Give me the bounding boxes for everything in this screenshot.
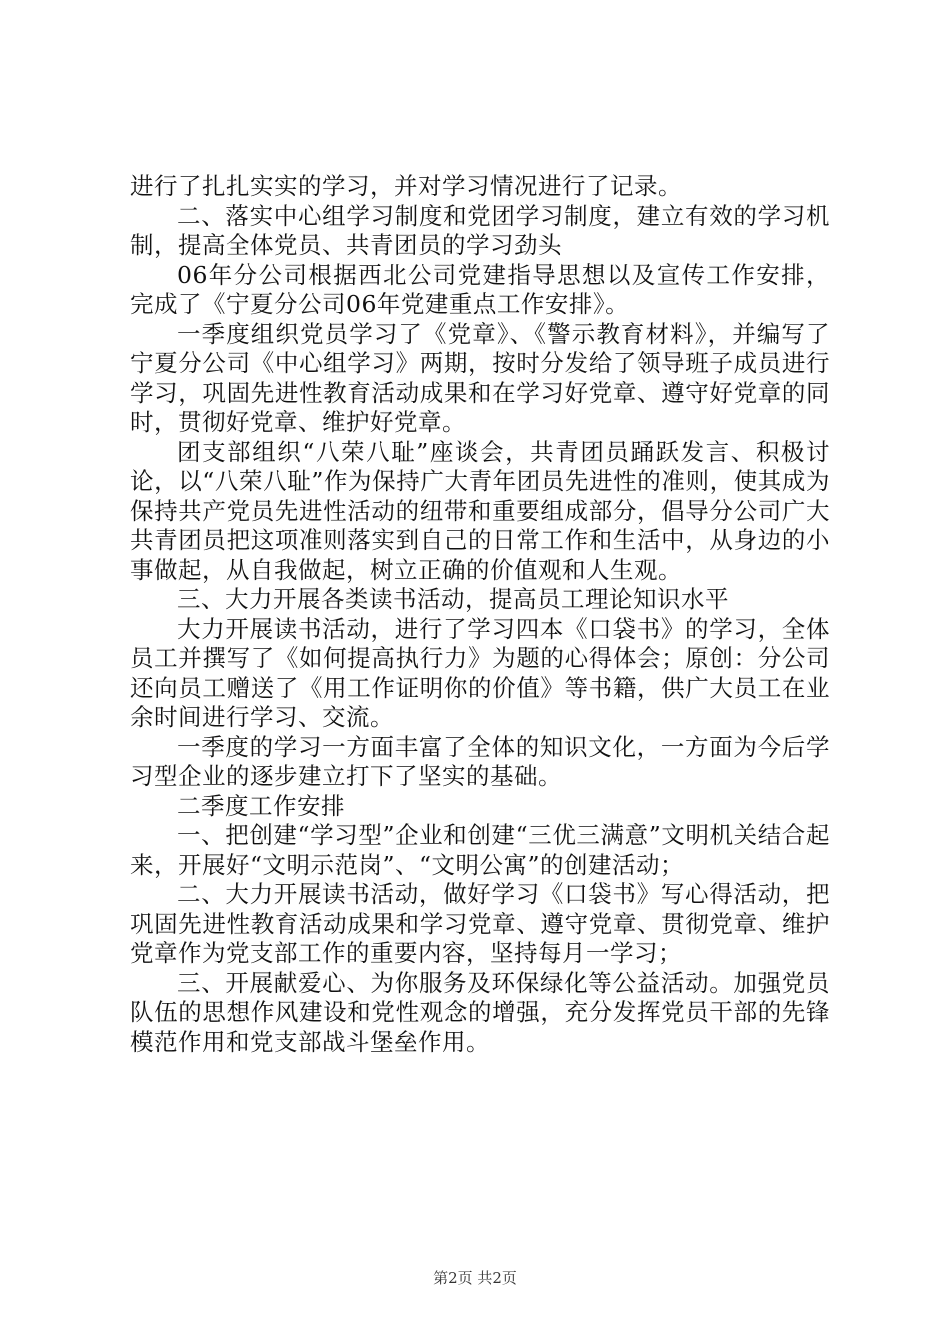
document-body xyxy=(130,172,830,1057)
list-item: 三、开展献爱心、为你服务及环保绿化等公益活动。加强党员队伍的思想作风建设和党性观念的增强，充分发挥党员干部的先锋模范作用和党支部战斗堡垒作用。 xyxy=(130,968,830,1056)
paragraph: 大力开展读书活动，进行了学习四本《口袋书》的学习，全体员工并撰写了《如何提高执行力》为题的心得体会；原创：分公司还向员工赠送了《用工作证明你的价值》等书籍，供广大员工在业余时间进行学习、交流。 xyxy=(130,614,830,731)
paragraph: 06年分公司根据西北公司党建指导思想以及宣传工作安排，完成了《宁夏分公司06年党建重点工作安排》。 xyxy=(130,260,830,318)
paragraph: 一季度组织党员学习了《党章》、《警示教育材料》，并编写了宁夏分公司《中心组学习》两期，按时分发给了领导班子成员进行学习，巩固先进性教育活动成果和在学习好党章、遵守好党章的同时，贯彻好党章、维护好党章。 xyxy=(130,319,830,436)
paragraph: 团支部组织“八荣八耻”座谈会，共青团员踊跃发言、积极讨论，以“八荣八耻”作为保持广大青年团员先进性的准则，使其成为保持共产党员先进性活动的纽带和重要组成部分，倡导分公司广大共青团员把这项准则落实到自己的日常工作和生活中，从身边的小事做起，从自我做起，树立正确的价值观和人生观。 xyxy=(130,437,830,584)
section-heading: 二、落实中心组学习制度和党团学习制度，建立有效的学习机制，提高全体党员、共青团员的学习劲头 xyxy=(130,201,830,259)
paragraph: 进行了扎扎实实的学习，并对学习情况进行了记录。 xyxy=(130,172,682,200)
paragraph: 一季度的学习一方面丰富了全体的知识文化，一方面为今后学习型企业的逐步建立打下了坚实的基础。 xyxy=(130,732,830,790)
page-footer: 第2页 共2页 xyxy=(433,1269,517,1287)
list-item: 二、大力开展读书活动，做好学习《口袋书》写心得活动，把巩固先进性教育活动成果和学习党章、遵守党章、贯彻党章、维护党章作为党支部工作的重要内容，坚持每月一学习； xyxy=(130,880,830,967)
list-item: 一、把创建“学习型”企业和创建“三优三满意”文明机关结合起来，开展好“文明示范岗”、“文明公寓”的创建活动； xyxy=(130,821,830,879)
section-heading: 二季度工作安排 xyxy=(177,791,345,820)
section-heading: 三、大力开展各类读书活动，提高员工理论知识水平 xyxy=(177,585,729,613)
